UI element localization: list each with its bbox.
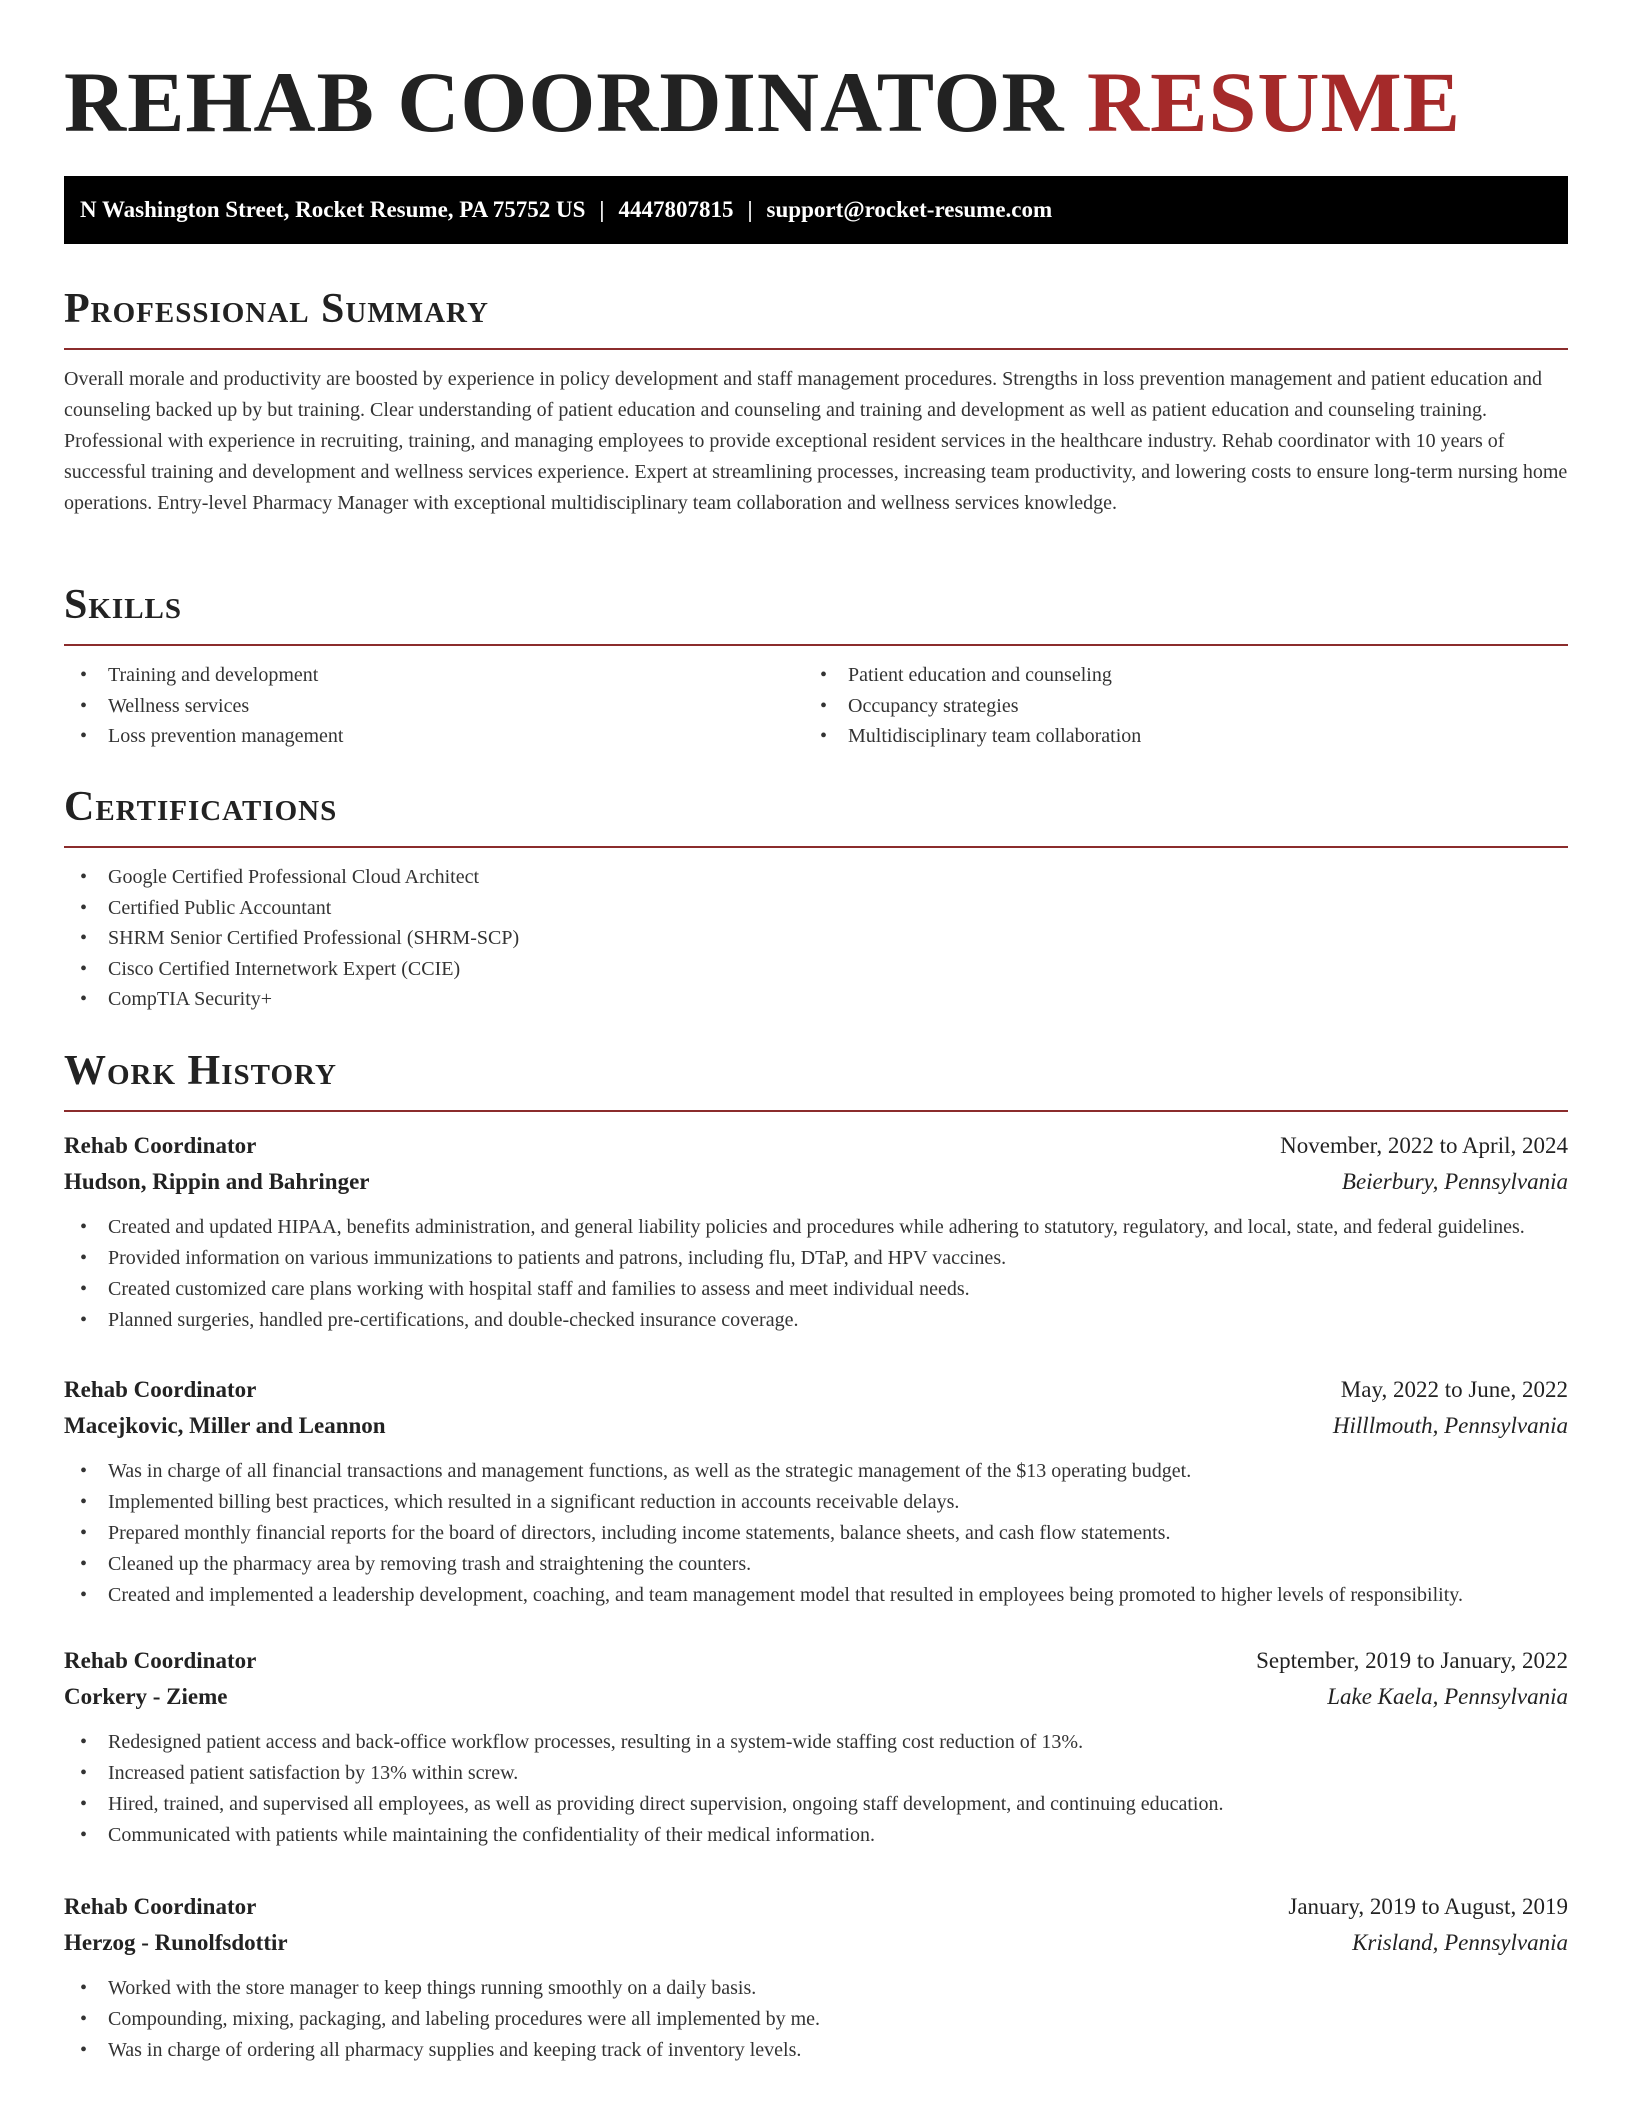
job-header-row	[64, 1128, 1568, 1164]
job-bullet: • Prepared monthly financial reports for the board of directors, including income statements, balance sheets, and cash flow statements.	[64, 1518, 1568, 1549]
certifications-section	[64, 782, 1568, 1015]
job-bullet-list	[64, 1456, 1568, 1611]
skill-item: • Occupancy strategies	[804, 691, 1544, 722]
job-bullet-list	[64, 1973, 1568, 2066]
certification-item: • SHRM Senior Certified Professional (SHRM-SCP)	[64, 923, 1568, 954]
certifications-list	[64, 862, 1568, 1015]
contact-separator: |	[747, 197, 753, 222]
skill-item: • Wellness services	[64, 691, 804, 722]
job-bullet: • Was in charge of all financial transactions and management functions, as well as the strategic management of the $13 operating budget.	[64, 1456, 1568, 1487]
job-bullet: • Planned surgeries, handled pre-certifications, and double-checked insurance coverage.	[64, 1305, 1568, 1336]
job-entry	[64, 1643, 1568, 1851]
job-company: Macejkovic, Miller and Leannon	[64, 1413, 386, 1438]
job-bullet: • Implemented billing best practices, which resulted in a significant reduction in accounts receivable delays.	[64, 1487, 1568, 1518]
skills-grid	[64, 660, 1568, 752]
contact-bar	[64, 176, 1568, 244]
contact-phone: 4447807815	[618, 197, 734, 222]
job-company-row	[64, 1408, 1568, 1444]
job-header-row	[64, 1372, 1568, 1408]
contact-address: N Washington Street, Rocket Resume, PA 75752 US	[80, 197, 586, 222]
job-dates: November, 2022 to April, 2024	[1280, 1133, 1568, 1158]
resume-title-accent: RESUME	[1087, 54, 1461, 150]
job-bullet: • Communicated with patients while maintaining the confidentiality of their medical information.	[64, 1820, 1568, 1851]
certification-item: • Certified Public Accountant	[64, 893, 1568, 924]
skill-item: • Loss prevention management	[64, 721, 804, 752]
summary-section	[64, 284, 1568, 519]
job-company: Herzog - Runolfsdottir	[64, 1930, 288, 1955]
job-company: Corkery - Zieme	[64, 1684, 228, 1709]
job-company-row	[64, 1925, 1568, 1961]
job-title: Rehab Coordinator	[64, 1133, 257, 1158]
certification-item: • Cisco Certified Internetwork Expert (CCIE)	[64, 954, 1568, 985]
job-bullet: • Created and updated HIPAA, benefits administration, and general liability policies and procedures while adhering to statutory, regulatory, and local, state, and federal guidelines.	[64, 1212, 1568, 1243]
job-bullet: • Created and implemented a leadership development, coaching, and team management model that resulted in employees being promoted to higher levels of responsibility.	[64, 1580, 1568, 1611]
job-dates: September, 2019 to January, 2022	[1256, 1648, 1568, 1673]
contact-separator: |	[599, 197, 605, 222]
job-bullet: • Was in charge of ordering all pharmacy supplies and keeping track of inventory levels.	[64, 2035, 1568, 2066]
job-location: Hilllmouth, Pennsylvania	[1332, 1413, 1568, 1438]
skills-section	[64, 580, 1568, 752]
job-title: Rehab Coordinator	[64, 1377, 257, 1402]
job-entry	[64, 1889, 1568, 2066]
skill-item: • Patient education and counseling	[804, 660, 1544, 691]
job-company: Hudson, Rippin and Bahringer	[64, 1169, 370, 1194]
job-location: Beierbury, Pennsylvania	[1341, 1169, 1568, 1194]
job-dates: January, 2019 to August, 2019	[1288, 1894, 1568, 1919]
certification-item: • Google Certified Professional Cloud Architect	[64, 862, 1568, 893]
resume-title	[64, 52, 1461, 152]
job-location: Krisland, Pennsylvania	[1352, 1930, 1568, 1955]
summary-text: Overall morale and productivity are boosted by experience in policy development and staff management procedures. Strengths in loss prevention management and patient education and counseling backed up by but training. Clear understanding of patient education and counseling and training and development as well as patient education and counseling training. Professional with experience in recruiting, training, and managing employees to provide exceptional resident services in the healthcare industry. Rehab coordinator with 10 years of successful training and development and wellness services experience. Expert at streamlining processes, increasing team productivity, and lowering costs to ensure long-term nursing home operations. Entry-level Pharmacy Manager with exceptional multidisciplinary team collaboration and wellness services knowledge.	[64, 368, 1568, 514]
certifications-heading: Certifications	[64, 782, 1568, 848]
job-bullet-list	[64, 1212, 1568, 1336]
skills-heading: Skills	[64, 580, 1568, 646]
resume-title-main: REHAB COORDINATOR	[64, 54, 1065, 150]
job-bullet: • Compounding, mixing, packaging, and labeling procedures were all implemented by me.	[64, 2004, 1568, 2035]
skills-list-left	[64, 660, 804, 752]
work-history-section	[64, 1046, 1568, 2066]
job-bullet: • Redesigned patient access and back-office workflow processes, resulting in a system-wide staffing cost reduction of 13%.	[64, 1727, 1568, 1758]
job-bullet: • Cleaned up the pharmacy area by removing trash and straightening the counters.	[64, 1549, 1568, 1580]
job-header-row	[64, 1643, 1568, 1679]
job-entry	[64, 1128, 1568, 1336]
summary-heading: Professional Summary	[64, 284, 1568, 350]
skills-list-right	[804, 660, 1544, 752]
job-location: Lake Kaela, Pennsylvania	[1327, 1684, 1568, 1709]
job-bullet: • Created customized care plans working with hospital staff and families to assess and meet individual needs.	[64, 1274, 1568, 1305]
job-entry	[64, 1372, 1568, 1611]
job-title: Rehab Coordinator	[64, 1648, 257, 1673]
work-history-heading: Work History	[64, 1046, 1568, 1112]
contact-email: support@rocket-resume.com	[766, 197, 1053, 222]
job-title: Rehab Coordinator	[64, 1894, 257, 1919]
job-company-row	[64, 1679, 1568, 1715]
job-bullet: • Provided information on various immunizations to patients and patrons, including flu, DTaP, and HPV vaccines.	[64, 1243, 1568, 1274]
skill-item: • Multidisciplinary team collaboration	[804, 721, 1544, 752]
job-header-row	[64, 1889, 1568, 1925]
job-dates: May, 2022 to June, 2022	[1340, 1377, 1568, 1402]
job-company-row	[64, 1164, 1568, 1200]
skill-item: • Training and development	[64, 660, 804, 691]
job-bullet: • Hired, trained, and supervised all employees, as well as providing direct supervision, ongoing staff development, and continuing education.	[64, 1789, 1568, 1820]
job-bullet: • Increased patient satisfaction by 13% within screw.	[64, 1758, 1568, 1789]
job-bullet-list	[64, 1727, 1568, 1851]
certification-item: • CompTIA Security+	[64, 984, 1568, 1015]
job-bullet: • Worked with the store manager to keep things running smoothly on a daily basis.	[64, 1973, 1568, 2004]
